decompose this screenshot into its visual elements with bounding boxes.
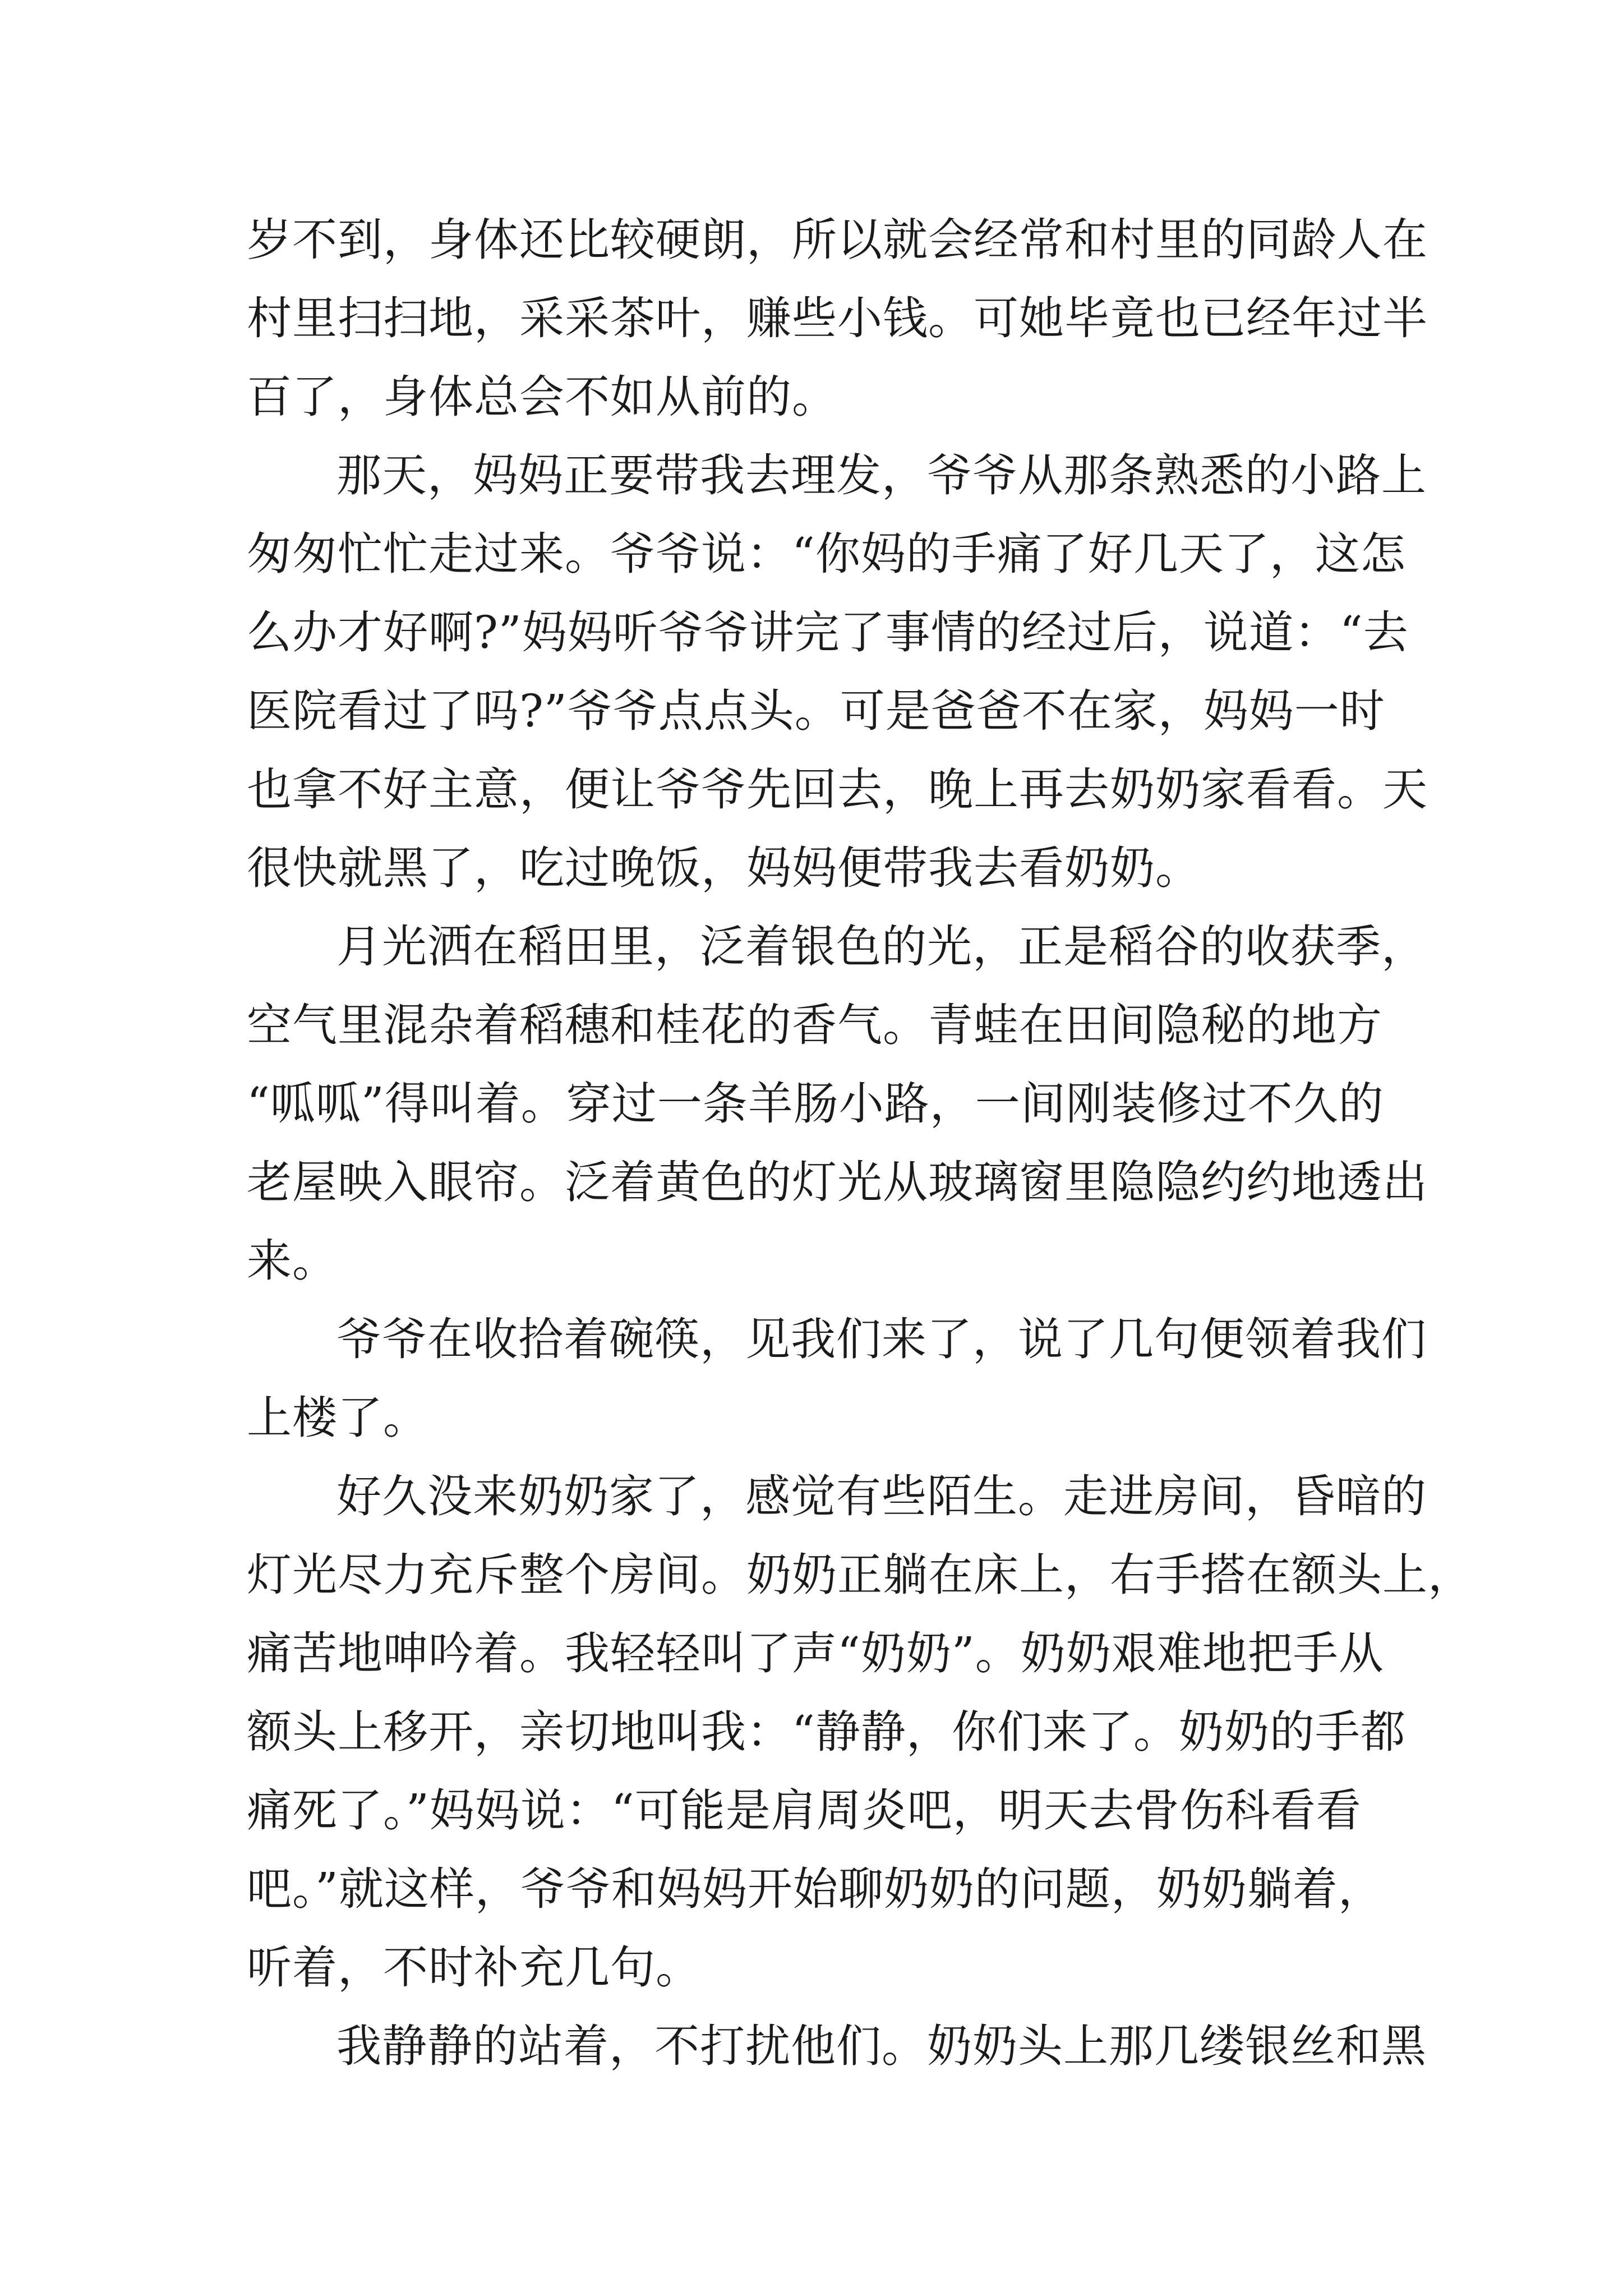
text-line: 痛苦地呻吟着。我轻轻叫了声“奶奶”。奶奶艰难地把手从 [247, 1627, 1384, 1680]
text-line: 我静静的站着，不打扰他们。奶奶头上那几缕银丝和黑 [336, 2020, 1427, 2072]
text-line: 空气里混杂着稻穗和桂花的香气。青蛙在田间隐秘的地方 [247, 999, 1382, 1051]
text-line: 上楼了。 [247, 1392, 428, 1444]
document-body [247, 201, 1473, 2086]
text-line: 老屋映入眼帘。泛着黄色的灯光从玻璃窗里隐隐约约地透出 [247, 1156, 1428, 1208]
text-line: 吧。”就这样，爷爷和妈妈开始聊奶奶的问题，奶奶躺着， [247, 1863, 1384, 1915]
text-line: 很快就黑了，吃过晚饭，妈妈便带我去看奶奶。 [247, 842, 1201, 894]
text-line: 也拿不好主意，便让爷爷先回去，晚上再去奶奶家看看。天 [247, 763, 1428, 816]
text-line: 医院看过了吗?”爷爷点点头。可是爸爸不在家，妈妈一时 [247, 685, 1385, 737]
text-line: “呱呱”得叫着。穿过一条羊肠小路，一间刚装修过不久的 [247, 1078, 1384, 1130]
text-line: 好久没来奶奶家了，感觉有些陌生。走进房间，昏暗的 [336, 1470, 1427, 1522]
text-line: 村里扫扫地，采采茶叶，赚些小钱。可她毕竟也已经年过半 [247, 292, 1428, 344]
text-line: 百了，身体总会不如从前的。 [247, 371, 837, 423]
text-line: 额头上移开，亲切地叫我：“静静，你们来了。奶奶的手都 [247, 1706, 1406, 1758]
text-line: 听着，不时补充几句。 [247, 1941, 701, 1994]
text-line: 月光洒在稻田里，泛着银色的光，正是稻谷的收获季， [336, 921, 1427, 973]
text-line: 灯光尽力充斥整个房间。奶奶正躺在床上，右手搭在额头上， [247, 1549, 1473, 1601]
text-line: 爷爷在收拾着碗筷，见我们来了，说了几句便领着我们 [336, 1313, 1427, 1365]
text-line: 来。 [247, 1235, 338, 1287]
text-line: 么办才好啊?”妈妈听爷爷讲完了事情的经过后，说道：“去 [247, 606, 1409, 659]
text-line: 岁不到，身体还比较硬朗，所以就会经常和村里的同龄人在 [247, 214, 1428, 266]
text-line: 痛死了。”妈妈说：“可能是肩周炎吧，明天去骨伤科看看 [247, 1784, 1362, 1837]
text-line: 匆匆忙忙走过来。爷爷说：“你妈的手痛了好几天了，这怎 [247, 528, 1406, 580]
text-line: 那天，妈妈正要带我去理发，爷爷从那条熟悉的小路上 [336, 449, 1427, 501]
